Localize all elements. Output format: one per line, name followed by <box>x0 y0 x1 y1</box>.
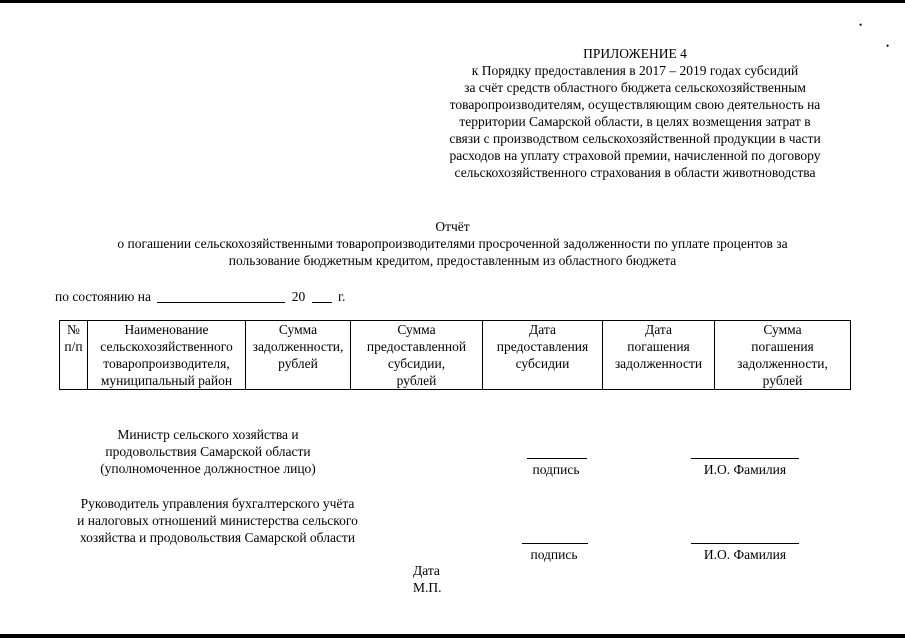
appendix-title: ПРИЛОЖЕНИЕ 4 <box>583 46 687 61</box>
col-header-number: № п/п <box>60 321 88 390</box>
report-title: Отчёт <box>435 219 470 234</box>
scan-speck: • <box>859 20 863 30</box>
appendix-line: территории Самарской области, в целях возмещения затрат в <box>459 114 811 129</box>
appendix-line: связи с производством сельскохозяйственной продукции в части <box>449 131 821 146</box>
report-table <box>59 320 851 390</box>
top-border <box>0 0 905 3</box>
col-header-repayment-amount: Сумма погашения задолженности, рублей <box>715 321 851 390</box>
as-of-date <box>55 288 345 305</box>
col-header-subsidy-amount: Сумма предоставленной субсидии, рублей <box>351 321 483 390</box>
col-header-subsidy-date: Дата предоставления субсидии <box>483 321 603 390</box>
appendix-line: сельскохозяйственного страхования в области животноводства <box>454 165 816 180</box>
head-title <box>55 495 380 546</box>
head-title-line: и налоговых отношений министерства сельского <box>77 513 358 528</box>
stamp-label: М.П. <box>413 580 442 595</box>
head-name-line <box>691 543 799 544</box>
minister-title-line: Министр сельского хозяйства и <box>117 427 299 442</box>
head-name-label: И.О. Фамилия <box>703 547 787 562</box>
minister-signature-line <box>527 458 587 459</box>
bottom-border <box>0 634 905 638</box>
appendix-line: товаропроизводителям, осуществляющим свою деятельность на <box>449 97 821 112</box>
appendix-header <box>405 45 865 181</box>
table-header-row <box>60 321 851 390</box>
col-header-debt-amount: Сумма задолженности, рублей <box>246 321 351 390</box>
year-prefix: 20 <box>291 289 306 304</box>
appendix-line: к Порядку предоставления в 2017 – 2019 годах субсидий <box>471 63 799 78</box>
minister-title-line: (уполномоченное должностное лицо) <box>100 461 316 476</box>
col-header-producer: Наименование сельскохозяйственного товаропроизводителя, муниципальный район <box>88 321 246 390</box>
minister-signature-label: подпись <box>532 462 580 477</box>
head-signature-line <box>522 543 588 544</box>
head-title-line: хозяйства и продовольствия Самарской области <box>79 530 356 545</box>
date-label: Дата <box>413 563 440 578</box>
col-header-repayment-date: Дата погашения задолженности <box>603 321 715 390</box>
minister-title-line: продовольствия Самарской области <box>105 444 311 459</box>
report-subtitle-line: пользование бюджетным кредитом, предоставленным из областного бюджета <box>228 253 677 268</box>
appendix-line: за счёт средств областного бюджета сельскохозяйственным <box>464 80 806 95</box>
scan-speck: • <box>886 41 890 51</box>
date-blank <box>157 302 285 303</box>
report-subtitle-line: о погашении сельскохозяйственными товаропроизводителями просроченной задолженности по уплате процентов за <box>117 236 788 251</box>
as-of-label: по состоянию на <box>55 289 151 304</box>
year-blank <box>312 302 332 303</box>
minister-name-label: И.О. Фамилия <box>703 462 787 477</box>
report-heading <box>20 218 885 269</box>
head-signature-label: подпись <box>530 547 578 562</box>
minister-title <box>58 426 358 477</box>
year-suffix: г. <box>337 289 346 304</box>
head-title-line: Руководитель управления бухгалтерского учёта <box>80 496 355 511</box>
appendix-line: расходов на уплату страховой премии, начисленной по договору <box>449 148 821 163</box>
minister-name-line <box>691 458 799 459</box>
